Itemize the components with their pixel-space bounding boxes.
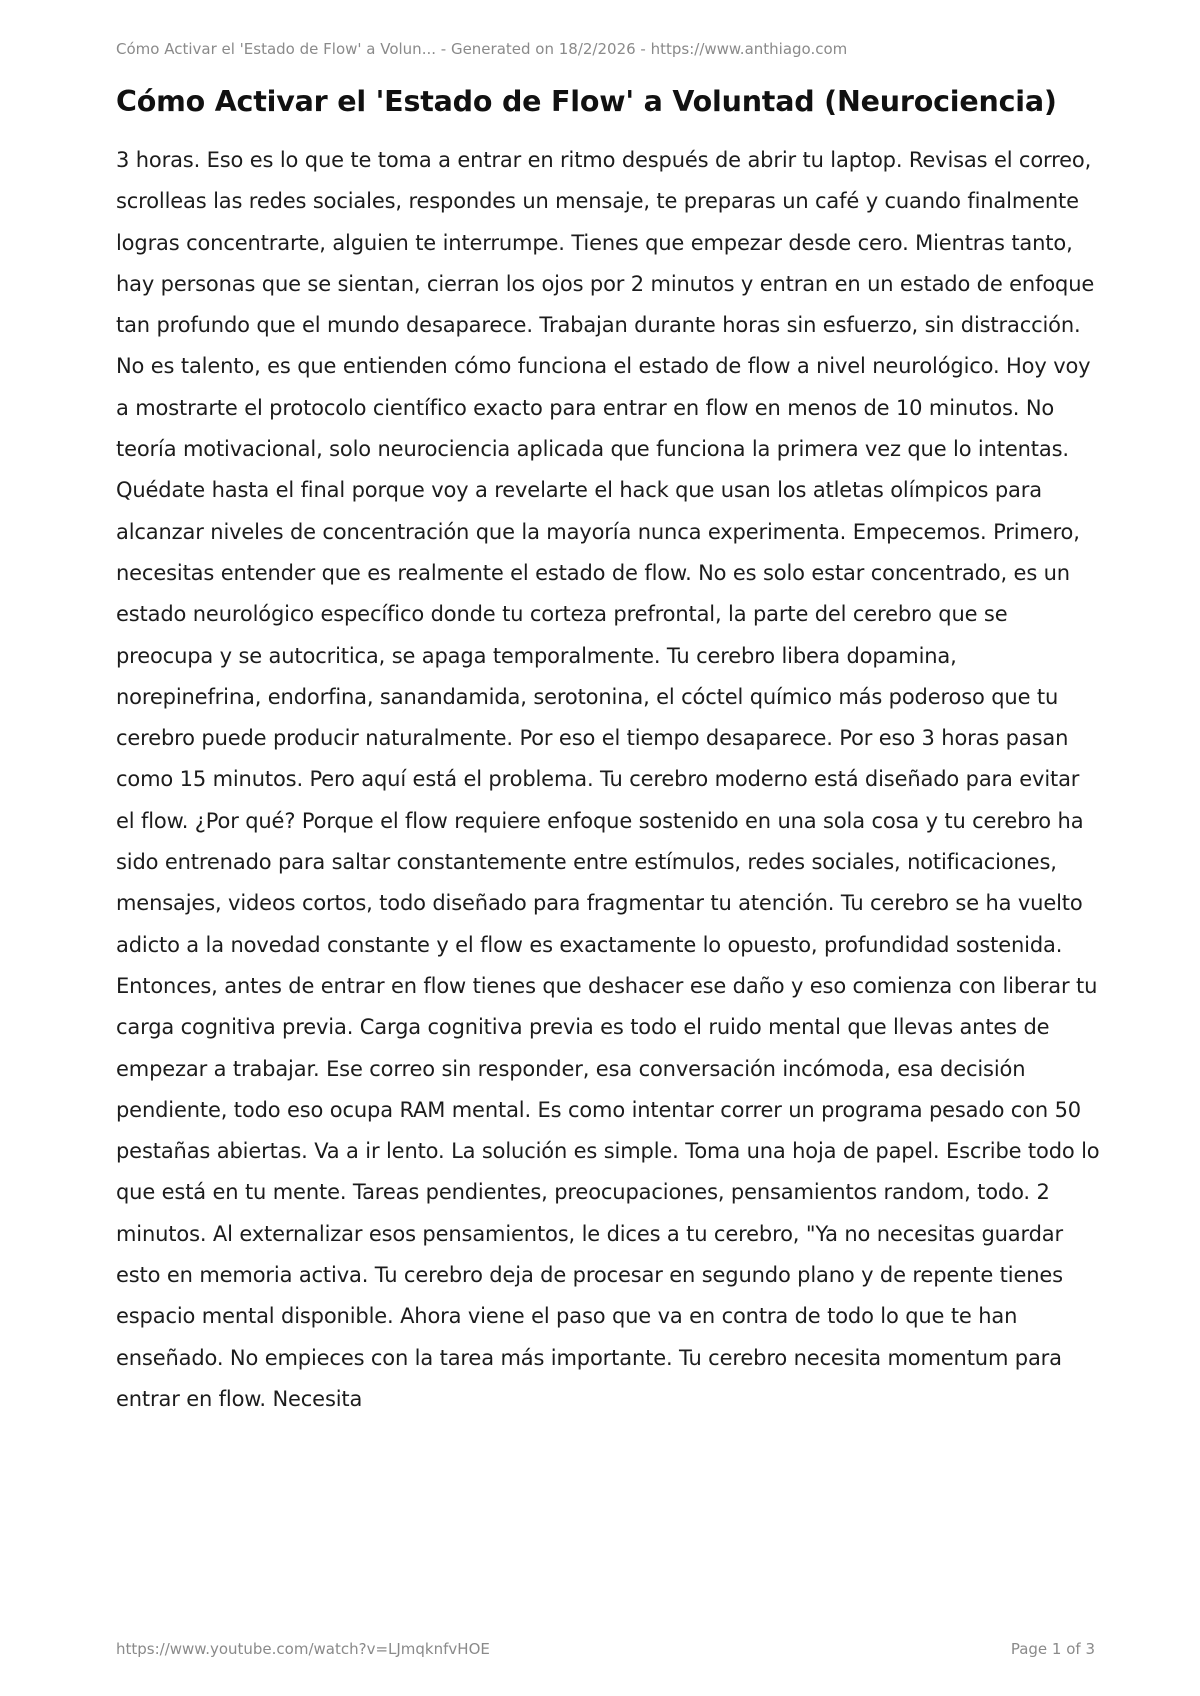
document-title: Cómo Activar el 'Estado de Flow' a Voluntad (Neurociencia): [116, 85, 1057, 118]
document-header-meta: Cómo Activar el 'Estado de Flow' a Volun... - Generated on 18/2/2026 - https://www.anthiago.com: [116, 40, 848, 58]
footer-source-url: https://www.youtube.com/watch?v=LJmqknfvHOE: [116, 1640, 490, 1658]
document-body-text: 3 horas. Eso es lo que te toma a entrar en ritmo después de abrir tu laptop. Revisas el correo, scrolleas las redes sociales, respondes un mensaje, te preparas un café y cuando finalmente logras concentrarte, alguien te interrumpe. Tienes que empezar desde cero. Mientras tanto, hay personas que se sientan, cierran los ojos por 2 minutos y entran en un estado de enfoque tan profundo que el mundo desaparece. Trabajan durante horas sin esfuerzo, sin distracción. No es talento, es que entienden cómo funciona el estado de flow a nivel neurológico. Hoy voy a mostrarte el protocolo científico exacto para entrar en flow en menos de 10 minutos. No teoría motivacional, solo neurociencia aplicada que funciona la primera vez que lo intentas. Quédate hasta el final porque voy a revelarte el hack que usan los atletas olímpicos para alcanzar niveles de concentración que la mayoría nunca experimenta. Empecemos. Primero, necesitas entender que es realmente el estado de flow. No es solo estar concentrado, es un estado neurológico específico donde tu corteza prefrontal, la parte del cerebro que se preocupa y se autocritica, se apaga temporalmente. Tu cerebro libera dopamina, norepinefrina, endorfina, sanandamida, serotonina, el cóctel químico más poderoso que tu cerebro puede producir naturalmente. Por eso el tiempo desaparece. Por eso 3 horas pasan como 15 minutos. Pero aquí está el problema. Tu cerebro moderno está diseñado para evitar el flow. ¿Por qué? Porque el flow requiere enfoque sostenido en una sola cosa y tu cerebro ha sido entrenado para saltar constantemente entre estímulos, redes sociales, notificaciones, mensajes, videos cortos, todo diseñado para fragmentar tu atención. Tu cerebro se ha vuelto adicto a la novedad constante y el flow es exactamente lo opuesto, profundidad sostenida. Entonces, antes de entrar en flow tienes que deshacer ese daño y eso comienza con liberar tu carga cognitiva previa. Carga cognitiva previa es todo el ruido mental que llevas antes de empezar a trabajar. Ese correo sin responder, esa conversación incómoda, esa decisión pendiente, todo eso ocupa RAM mental. Es como intentar correr un programa pesado con 50 pestañas abiertas. Va a ir lento. La solución es simple. Toma una hoja de papel. Escribe todo lo que está en tu mente. Tareas pendientes, preocupaciones, pensamientos random, todo. 2 minutos. Al externalizar esos pensamientos, le dices a tu cerebro, "Ya no necesitas guardar esto en memoria activa. Tu cerebro deja de procesar en segundo plano y de repente tienes espacio mental disponible. Ahora viene el paso que va en contra de todo lo que te han enseñado. No empieces con la tarea más importante. Tu cerebro necesita momentum para entrar en flow. Necesita: [116, 148, 1100, 1411]
footer-page-indicator: Page 1 of 3: [1010, 1640, 1095, 1658]
